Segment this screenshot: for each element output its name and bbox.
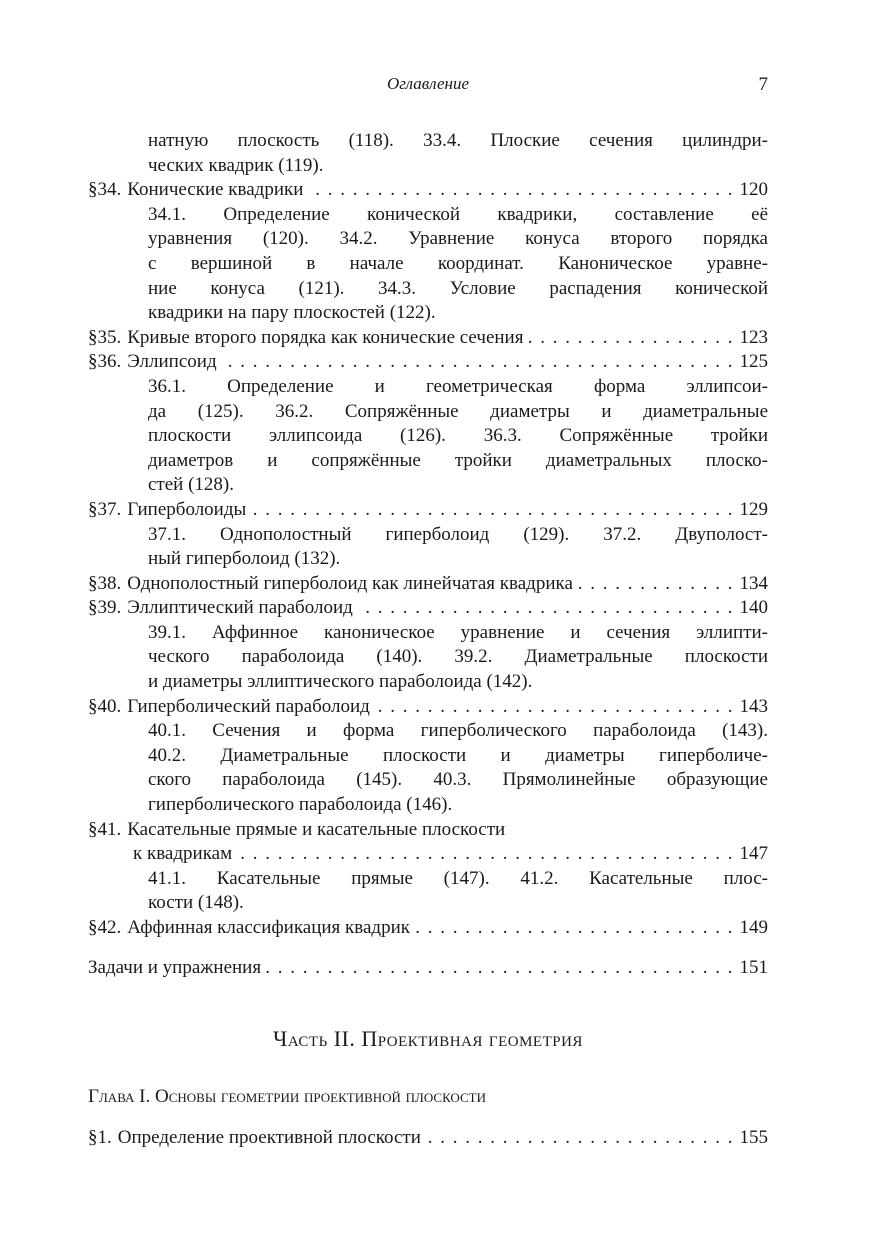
section-number: §37. xyxy=(88,498,122,520)
dot-leader xyxy=(307,178,734,203)
dot-leader xyxy=(250,498,734,523)
subsection-line: кости (148). xyxy=(148,892,244,914)
section-number: §41. xyxy=(88,818,122,840)
section-number: §35. xyxy=(88,326,122,348)
subsection-line: и диаметры эллиптического параболоида (142). xyxy=(148,671,533,693)
dot-leader xyxy=(357,596,734,621)
chapter-heading: Глава I. Основы геометрии проективной плоскости xyxy=(88,1086,486,1107)
subsection-line: 40.2. Диаметральные плоскости и диаметры гиперболиче- xyxy=(148,744,768,766)
running-title: Оглавление xyxy=(386,74,470,93)
subsection-line: стей (128). xyxy=(148,474,234,496)
subsection-line: с вершиной в начале координат. Каноническое уравне- xyxy=(148,252,768,274)
section-page: 129 xyxy=(739,498,768,520)
table-of-contents xyxy=(88,129,768,980)
toc-entry xyxy=(88,956,768,981)
section-number: §38. xyxy=(88,572,122,594)
toc-entry xyxy=(88,572,768,597)
section-page: 143 xyxy=(739,695,768,717)
subsection-line: ческого параболоида (140). 39.2. Диаметральные плоскости xyxy=(148,646,768,668)
subsection-line: 40.1. Сечения и форма гиперболического параболоида (143). xyxy=(148,720,768,742)
section-title: Эллиптический параболоид xyxy=(127,597,353,619)
subsection-line: гиперболического параболоида (146). xyxy=(148,794,453,816)
subsection-list xyxy=(88,523,768,572)
subsection-line: ского параболоида (145). 40.3. Прямолинейные образующие xyxy=(148,769,768,791)
dot-leader xyxy=(425,1126,734,1151)
subsection-line: да (125). 36.2. Сопряжённые диаметры и диаметральные xyxy=(148,400,768,422)
section-title: Кривые второго порядка как конические сечения xyxy=(127,326,524,348)
toc-entry xyxy=(88,818,768,843)
part-heading: Часть II. Проективная геометрия xyxy=(273,1026,583,1051)
section-page: 125 xyxy=(739,351,768,373)
subsection-list xyxy=(88,375,768,498)
page-number: 7 xyxy=(758,74,768,95)
dot-leader xyxy=(374,695,734,720)
section-number: §34. xyxy=(88,179,122,201)
section-page: 151 xyxy=(739,956,768,978)
dot-leader xyxy=(236,842,734,867)
toc-entry xyxy=(88,326,768,351)
section-title: Касательные прямые и касательные плоскости xyxy=(127,818,506,840)
section-number: §36. xyxy=(88,351,122,373)
subsection-list xyxy=(88,203,768,326)
section-title: Однополостный гиперболоид как линейчатая квадрика xyxy=(127,572,573,594)
dot-leader xyxy=(577,572,734,597)
subsection-line: уравнения (120). 34.2. Уравнение конуса второго порядка xyxy=(148,228,768,250)
dot-leader xyxy=(527,326,734,351)
continuation-text xyxy=(88,129,768,178)
section-title: к квадрикам xyxy=(133,843,233,865)
section-page: 134 xyxy=(739,572,768,594)
subsection-line: ный гиперболоид (132). xyxy=(148,548,341,570)
section-title: Конические квадрики xyxy=(127,179,304,201)
subsection-line: ческих квадрик (119). xyxy=(148,154,324,176)
subsection-line: 34.1. Определение конической квадрики, составление её xyxy=(148,203,768,225)
section-title: Определение проективной плоскости xyxy=(117,1127,421,1148)
part2-contents xyxy=(88,1126,768,1151)
section-title: Гиперболический параболоид xyxy=(127,695,370,717)
toc-entry xyxy=(88,1126,768,1151)
toc-entry xyxy=(88,178,768,203)
subsection-list xyxy=(88,719,768,817)
subsection-list xyxy=(88,867,768,916)
dot-leader xyxy=(265,956,734,981)
subsection-line: натную плоскость (118). 33.4. Плоские сечения цилиндри- xyxy=(148,130,768,151)
section-title: Аффинная классификация квадрик xyxy=(127,917,410,938)
toc-entry xyxy=(88,350,768,375)
dot-leader xyxy=(414,916,734,941)
section-page: 147 xyxy=(739,843,768,865)
toc-entry xyxy=(88,842,768,867)
toc-entry xyxy=(88,916,768,941)
toc-entry xyxy=(88,596,768,621)
subsection-line: 41.1. Касательные прямые (147). 41.2. Касательные плос- xyxy=(148,867,768,889)
running-header xyxy=(88,74,768,100)
section-title: Гиперболоиды xyxy=(127,498,247,520)
section-page: 155 xyxy=(739,1127,768,1148)
subsection-line: квадрики на пару плоскостей (122). xyxy=(148,302,436,324)
section-page: 149 xyxy=(739,917,768,938)
section-title: Задачи и упражнения xyxy=(88,956,262,978)
section-number: §42. xyxy=(88,917,122,938)
subsection-line: плоскости эллипсоида (126). 36.3. Сопряжённые тройки xyxy=(148,425,768,447)
section-number: §1. xyxy=(88,1127,112,1148)
section-page: 123 xyxy=(739,326,768,348)
subsection-line: 36.1. Определение и геометрическая форма эллипсои- xyxy=(148,375,768,397)
subsection-line: 39.1. Аффинное каноническое уравнение и сечения эллипти- xyxy=(148,621,768,643)
dot-leader xyxy=(221,350,734,375)
subsection-line: 37.1. Однополостный гиперболоид (129). 37.2. Двуполост- xyxy=(148,523,768,545)
toc-entry xyxy=(88,498,768,523)
subsection-list xyxy=(88,621,768,695)
section-number: §40. xyxy=(88,695,122,717)
subsection-line: ние конуса (121). 34.3. Условие распадения конической xyxy=(148,277,768,299)
section-number: §39. xyxy=(88,597,122,619)
toc-entry xyxy=(88,695,768,720)
spacer xyxy=(88,941,768,956)
section-title: Эллипсоид xyxy=(127,351,217,373)
subsection-line: диаметров и сопряжённые тройки диаметральных плоско- xyxy=(148,449,768,471)
section-page: 120 xyxy=(739,179,768,201)
section-page: 140 xyxy=(739,597,768,619)
